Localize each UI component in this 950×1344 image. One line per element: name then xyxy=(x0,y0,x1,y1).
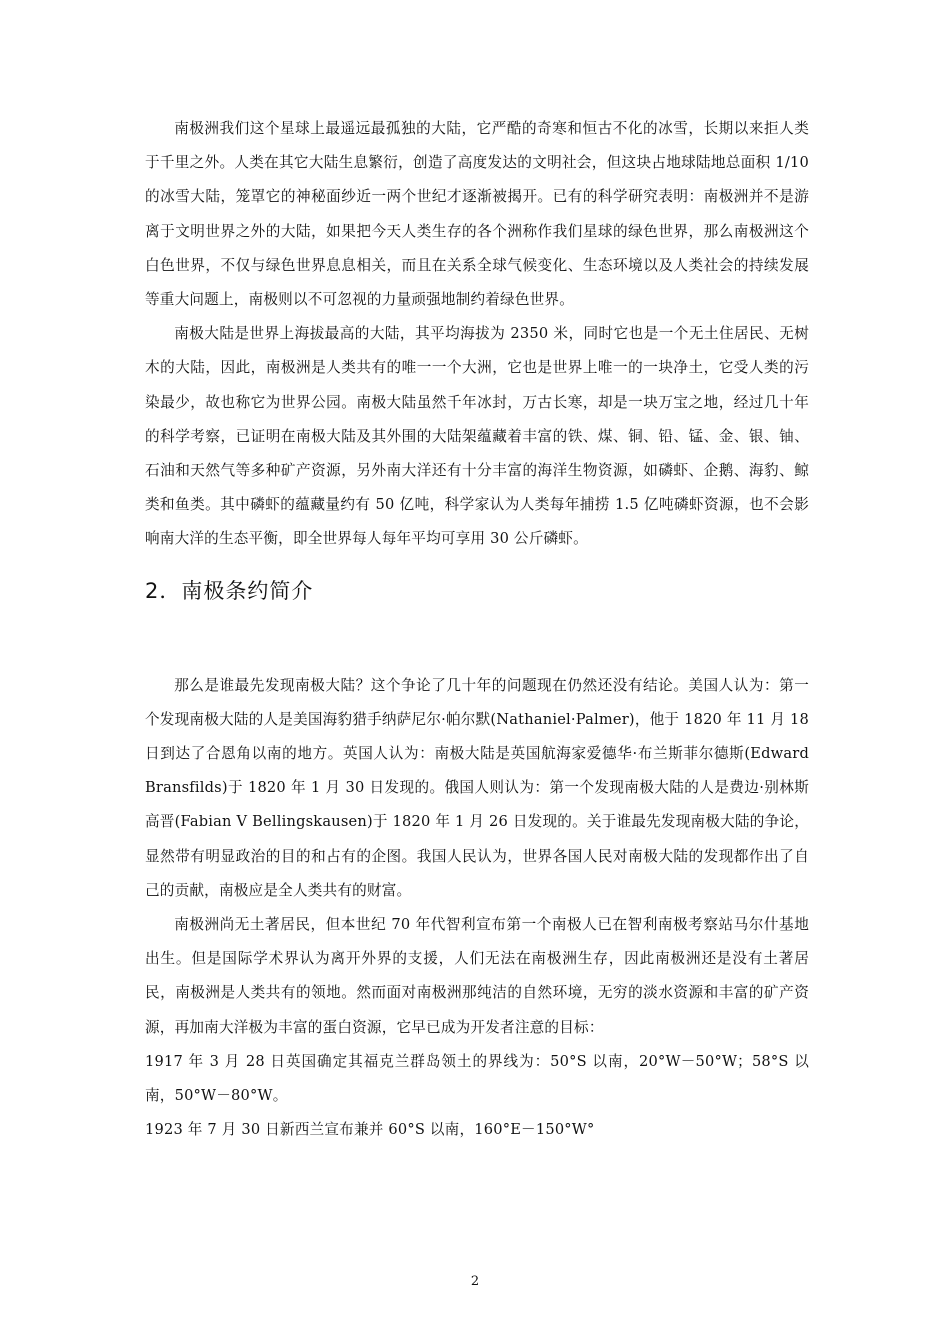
page-number: 2 xyxy=(470,1274,480,1289)
intro-paragraph-continent: 南极大陆是世界上海拔最高的大陆，其平均海拔为 2350 米，同时它也是一个无土住居民、无树木的大陆，因此，南极洲是人类共有的唯一一个大洲，它也是世界上唯一的一块净土，它受人类的污染最少，故也称它为世界公园。南极大陆虽然千年冰封，万古长寒，却是一块万宝之地，经过几十年的科学考察，已证明在南极大陆及其外围的大陆架蕴藏着丰富的铁、煤、铜、铅、锰、金、银、铀、石油和天然气等多种矿产资源，另外南大洋还有十分丰富的海洋生物资源，如磷虾、企鹅、海豹、鲸类和鱼类。其中磷虾的蕴藏量约有 50 亿吨，科学家认为人类每年捕捞 1.5 亿吨磷虾资源，也不会影响南大洋的生态平衡，即全世界每人每年平均可享用 30 公斤磷虾。 xyxy=(145,325,809,548)
heading-spacer xyxy=(145,611,809,669)
claim-line-new-zealand: 1923 年 7 月 30 日新西兰宣布兼并 60°S 以南，160°E－150°W° xyxy=(145,1121,595,1139)
page-content xyxy=(145,112,809,1147)
section-heading: 2．南极条约简介 xyxy=(145,578,314,603)
discovery-paragraph: 那么是谁最先发现南极大陆？这个争论了几十年的问题现在仍然还没有结论。美国人认为：第一个发现南极大陆的人是美国海豹猎手纳萨尼尔·帕尔默(Nathaniel·Palmer)，他于 1820 年 11 月 18 日到达了合恩角以南的地方。英国人认为：南极大陆是英国航海家爱德华·布兰斯菲尔德斯(Edward Bransfilds)于 1820 年 1 月 30 日发现的。俄国人则认为：第一个发现南极大陆的人是费边·别林斯高晋(Fabian V Bellingskausen)于 1820 年 1 月 26 日发现的。关于谁最先发现南极大陆的争论，显然带有明显政治的目的和占有的企图。我国人民认为，世界各国人民对南极大陆的发现都作出了自己的贡献，南极应是全人类共有的财富。 xyxy=(145,676,809,899)
intro-paragraph-antarctica: 南极洲我们这个星球上最遥远最孤独的大陆，它严酷的奇寒和恒古不化的冰雪，长期以来拒人类于千里之外。人类在其它大陆生息繁衍，创造了高度发达的文明社会，但这块占地球陆地总面积 1/10 的冰雪大陆，笼罩它的神秘面纱近一两个世纪才逐渐被揭开。已有的科学研究表明：南极洲并不是游离于文明世界之外的大陆，如果把今天人类生存的各个洲称作我们星球的绿色世界，那么南极洲这个白色世界，不仅与绿色世界息息相关，而且在关系全球气候变化、生态环境以及人类社会的持续发展等重大问题上，南极则以不可忽视的力量顽强地制约着绿色世界。 xyxy=(145,120,809,309)
residents-paragraph: 南极洲尚无土著居民，但本世纪 70 年代智利宣布第一个南极人已在智利南极考察站马尔什基地出生。但是国际学术界认为离开外界的支援，人们无法在南极洲生存，因此南极洲还是没有土著居民，南极洲是人类共有的领地。然而面对南极洲那纯洁的自然环境，无穷的淡水资源和丰富的矿产资源，再加南大洋极为丰富的蛋白资源，它早已成为开发者注意的目标： xyxy=(145,916,809,1036)
claim-line-britain: 1917 年 3 月 28 日英国确定其福克兰群岛领土的界线为：50°S 以南，20°W－50°W；58°S 以南，50°W－80°W。 xyxy=(145,1052,809,1105)
